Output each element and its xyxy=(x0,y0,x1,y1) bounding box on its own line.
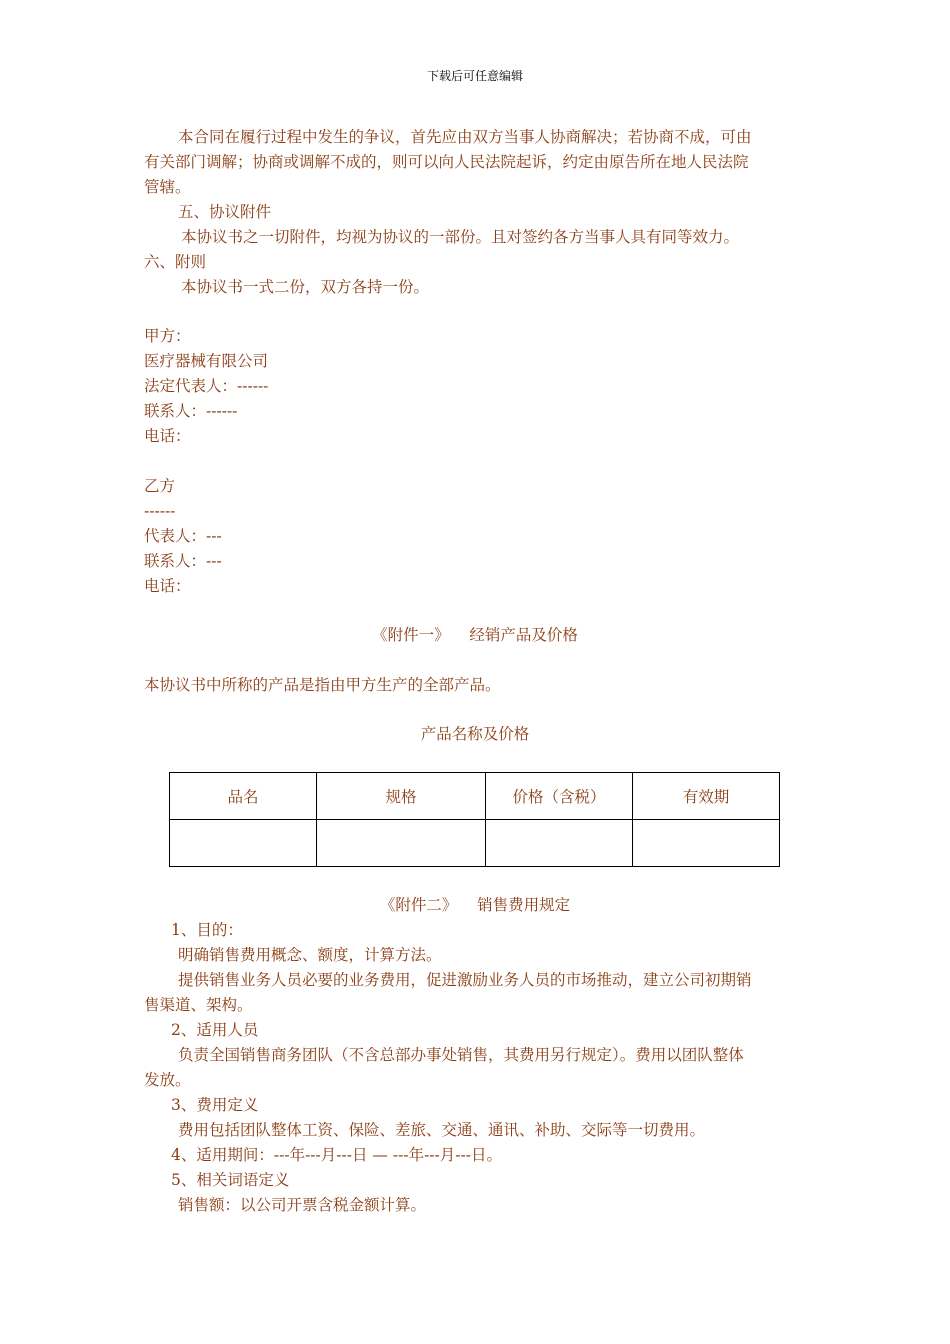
party-b-name: ------ xyxy=(144,502,176,520)
dispute-clause-line-1: 本合同在履行过程中发生的争议，首先应由双方当事人协商解决；若协商不成，可由 xyxy=(178,128,752,146)
scope-text-line-1: 负责全国销售商务团队（不含总部办事处销售，其费用另行规定）。费用以团队整体 xyxy=(178,1046,744,1064)
column-header-spec: 规格 xyxy=(317,773,486,820)
purpose-text-2-line-2: 售渠道、架构。 xyxy=(144,996,253,1014)
supplementary-heading: 六、附则 xyxy=(144,253,207,271)
party-b-rep: 代表人：--- xyxy=(144,527,222,545)
annex-1-title: 《附件一》 经销产品及价格 xyxy=(372,626,578,644)
scope-heading: 2、适用人员 xyxy=(171,1021,259,1039)
table-header-row xyxy=(170,773,780,820)
terms-heading: 5、相关词语定义 xyxy=(171,1171,290,1189)
annex-text: 本协议书之一切附件，均视为协议的一部份。且对签约各方当事人具有同等效力。 xyxy=(181,228,740,246)
annex-heading: 五、协议附件 xyxy=(178,203,272,221)
page-header: 下载后可任意编辑 xyxy=(426,69,523,83)
column-header-price: 价格（含税） xyxy=(486,773,633,820)
party-b-contact: 联系人：--- xyxy=(144,552,222,570)
party-a-contact: 联系人：------ xyxy=(144,402,238,420)
terms-text: 销售额：以公司开票含税金额计算。 xyxy=(178,1196,427,1214)
column-header-validity: 有效期 xyxy=(633,773,780,820)
dispute-clause-line-3: 管辖。 xyxy=(144,178,191,196)
product-price-table xyxy=(169,772,780,867)
party-a-legal-rep: 法定代表人：------ xyxy=(144,377,269,395)
dispute-clause-line-2: 有关部门调解；协商或调解不成的，则可以向人民法院起诉，约定由原告所在地人民法院 xyxy=(144,153,749,171)
definition-heading: 3、费用定义 xyxy=(171,1096,259,1114)
table-cell-spec xyxy=(317,820,486,867)
purpose-text-1: 明确销售费用概念、额度，计算方法。 xyxy=(178,946,442,964)
purpose-text-2-line-1: 提供销售业务人员必要的业务费用，促进激励业务人员的市场推动，建立公司初期销 xyxy=(178,971,752,989)
party-a-label: 甲方： xyxy=(144,327,191,345)
party-a-company: 医疗器械有限公司 xyxy=(144,352,269,370)
party-b-label: 乙方 xyxy=(144,477,176,495)
column-header-name: 品名 xyxy=(170,773,317,820)
table-row xyxy=(170,820,780,867)
party-b-phone: 电话： xyxy=(144,577,191,595)
table-cell-price xyxy=(486,820,633,867)
party-a-phone: 电话： xyxy=(144,427,191,445)
table-cell-validity xyxy=(633,820,780,867)
applicable-period: 4、适用期间：---年---月---日 — ---年---月---日。 xyxy=(171,1146,502,1164)
annex-1-intro: 本协议书中所称的产品是指由甲方生产的全部产品。 xyxy=(144,676,501,694)
product-table-title: 产品名称及价格 xyxy=(420,725,530,743)
supplementary-text: 本协议书一式二份，双方各持一份。 xyxy=(181,278,430,296)
purpose-heading: 1、目的： xyxy=(171,921,243,939)
annex-2-title: 《附件二》 销售费用规定 xyxy=(379,896,571,914)
definition-text: 费用包括团队整体工资、保险、差旅、交通、通讯、补助、交际等一切费用。 xyxy=(178,1121,706,1139)
table-cell-name xyxy=(170,820,317,867)
scope-text-line-2: 发放。 xyxy=(144,1071,191,1089)
